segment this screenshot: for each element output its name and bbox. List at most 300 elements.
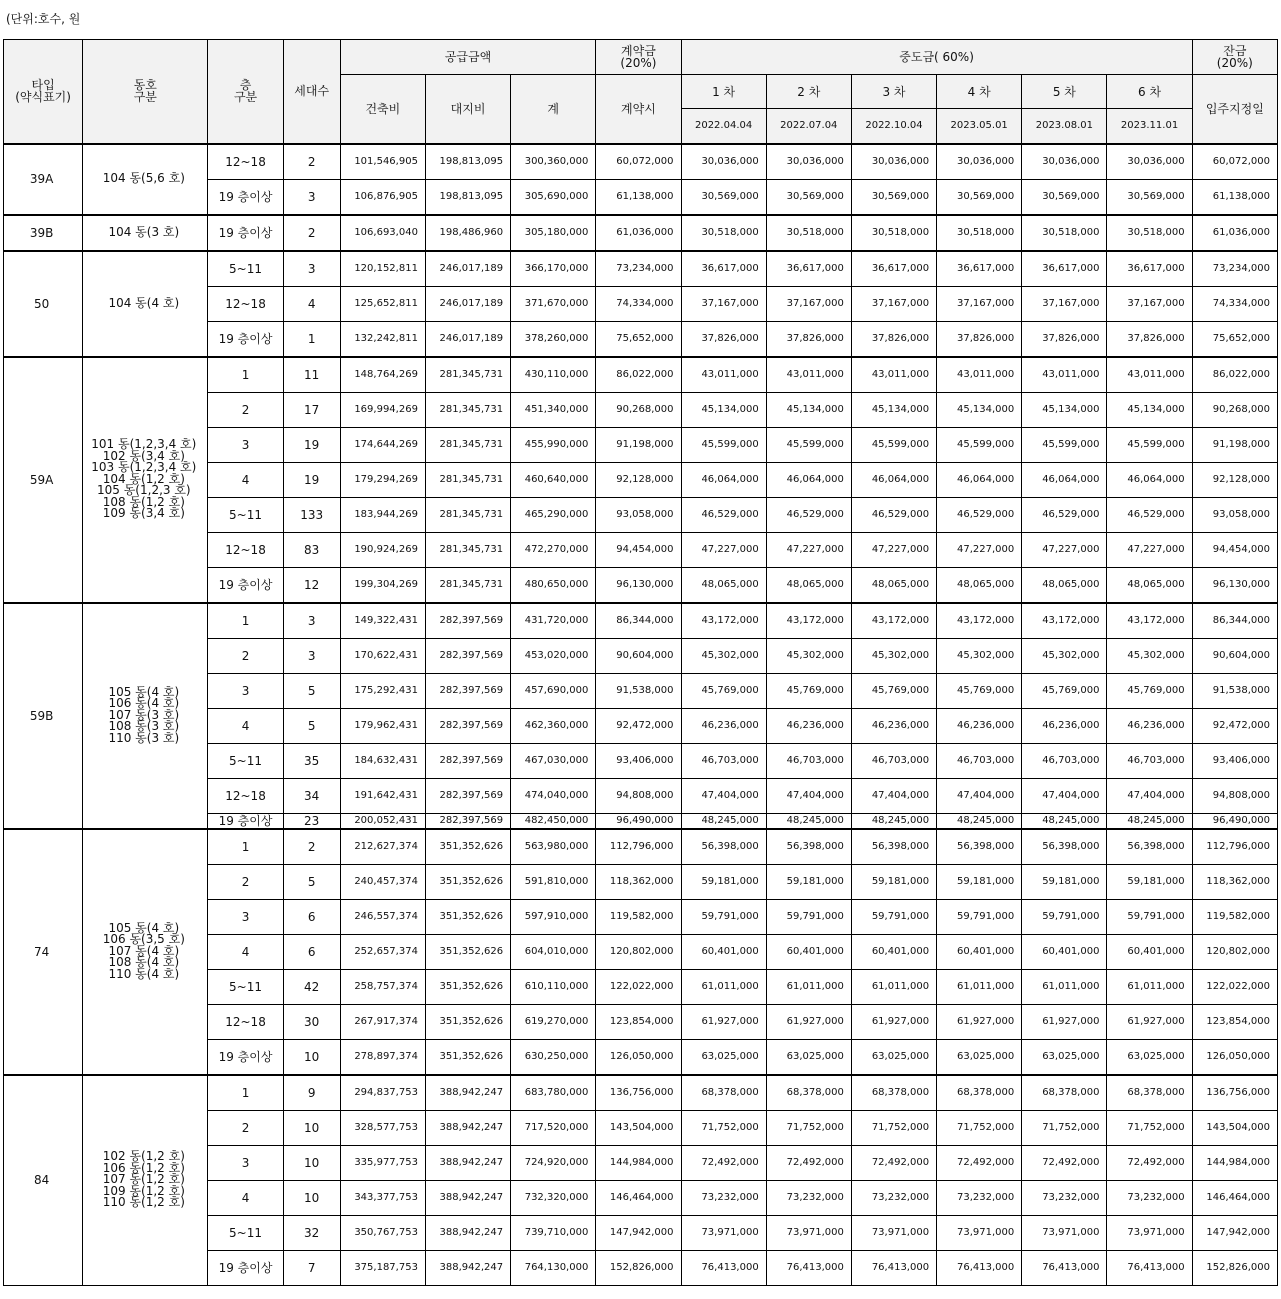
total-cell: 378,260,000 (511, 321, 596, 357)
installment-4-cell: 72,492,000 (937, 1145, 1022, 1180)
total-cell: 630,250,000 (511, 1039, 596, 1075)
floor-cell: 2 (208, 392, 283, 427)
installment-2-cell: 45,302,000 (766, 638, 851, 673)
installment-2-cell: 73,232,000 (766, 1180, 851, 1215)
dong-ho-cell: 105 동(4 호) 106 동(3,5 호) 107 동(4 호) 108 동(4 호) 110 동(4 호) (83, 829, 208, 1075)
total-cell: 472,270,000 (511, 532, 596, 567)
balance-cell: 90,604,000 (1192, 638, 1277, 673)
households-cell: 23 (283, 813, 340, 829)
installment-5-cell: 46,529,000 (1022, 497, 1107, 532)
installment-1-cell: 63,025,000 (681, 1039, 766, 1075)
table-row (4, 603, 1278, 639)
installment-3-cell: 59,181,000 (851, 864, 936, 899)
installment-6-cell: 46,236,000 (1107, 708, 1192, 743)
installment-3-cell: 59,791,000 (851, 899, 936, 934)
total-cell: 453,020,000 (511, 638, 596, 673)
households-cell: 5 (283, 708, 340, 743)
unit-type-cell: 39B (4, 215, 83, 251)
land-cost-cell: 351,352,626 (425, 969, 510, 1004)
installment-5-cell: 59,181,000 (1022, 864, 1107, 899)
floor-cell: 12~18 (208, 532, 283, 567)
unit-type-cell: 39A (4, 144, 83, 215)
installment-4-cell: 46,236,000 (937, 708, 1022, 743)
floor-cell: 12~18 (208, 778, 283, 813)
balance-cell: 144,984,000 (1192, 1145, 1277, 1180)
installment-1-cell: 73,971,000 (681, 1215, 766, 1250)
construction-cost-cell: 199,304,269 (340, 567, 425, 603)
balance-cell: 92,472,000 (1192, 708, 1277, 743)
installment-5-cell: 46,236,000 (1022, 708, 1107, 743)
land-cost-cell: 351,352,626 (425, 899, 510, 934)
deposit-cell: 143,504,000 (596, 1110, 681, 1145)
balance-cell: 112,796,000 (1192, 829, 1277, 865)
households-cell: 10 (283, 1180, 340, 1215)
total-cell: 460,640,000 (511, 462, 596, 497)
installment-4-cell: 30,518,000 (937, 215, 1022, 251)
total-cell: 480,650,000 (511, 567, 596, 603)
header-installment-1: 1 차 (681, 75, 766, 109)
header-deposit: 계약금 (20%) (596, 40, 681, 75)
installment-5-cell: 30,518,000 (1022, 215, 1107, 251)
total-cell: 305,180,000 (511, 215, 596, 251)
installment-2-cell: 47,227,000 (766, 532, 851, 567)
installment-4-cell: 61,927,000 (937, 1004, 1022, 1039)
land-cost-cell: 281,345,731 (425, 567, 510, 603)
households-cell: 35 (283, 743, 340, 778)
construction-cost-cell: 343,377,753 (340, 1180, 425, 1215)
header-date-3: 2022.10.04 (851, 109, 936, 144)
households-cell: 3 (283, 638, 340, 673)
floor-cell: 3 (208, 427, 283, 462)
installment-6-cell: 73,971,000 (1107, 1215, 1192, 1250)
header-date-6: 2023.11.01 (1107, 109, 1192, 144)
households-cell: 3 (283, 603, 340, 639)
installment-2-cell: 30,569,000 (766, 179, 851, 215)
installment-4-cell: 45,302,000 (937, 638, 1022, 673)
total-cell: 764,130,000 (511, 1250, 596, 1285)
balance-cell: 96,130,000 (1192, 567, 1277, 603)
installment-5-cell: 68,378,000 (1022, 1075, 1107, 1111)
header-balance: 잔금 (20%) (1192, 40, 1277, 75)
installment-6-cell: 30,569,000 (1107, 179, 1192, 215)
deposit-cell: 96,130,000 (596, 567, 681, 603)
header-date-2: 2022.07.04 (766, 109, 851, 144)
households-cell: 11 (283, 357, 340, 393)
households-cell: 2 (283, 144, 340, 180)
installment-3-cell: 43,172,000 (851, 603, 936, 639)
installment-1-cell: 45,134,000 (681, 392, 766, 427)
installment-3-cell: 30,569,000 (851, 179, 936, 215)
floor-cell: 5~11 (208, 743, 283, 778)
installment-5-cell: 46,703,000 (1022, 743, 1107, 778)
deposit-cell: 136,756,000 (596, 1075, 681, 1111)
construction-cost-cell: 190,924,269 (340, 532, 425, 567)
installment-5-cell: 48,065,000 (1022, 567, 1107, 603)
table-row (4, 829, 1278, 865)
installment-1-cell: 59,181,000 (681, 864, 766, 899)
deposit-cell: 126,050,000 (596, 1039, 681, 1075)
households-cell: 1 (283, 321, 340, 357)
installment-3-cell: 37,167,000 (851, 286, 936, 321)
land-cost-cell: 246,017,189 (425, 321, 510, 357)
balance-cell: 146,464,000 (1192, 1180, 1277, 1215)
deposit-cell: 73,234,000 (596, 251, 681, 287)
balance-cell: 90,268,000 (1192, 392, 1277, 427)
floor-cell: 1 (208, 1075, 283, 1111)
balance-cell: 94,808,000 (1192, 778, 1277, 813)
construction-cost-cell: 174,644,269 (340, 427, 425, 462)
installment-4-cell: 37,167,000 (937, 286, 1022, 321)
construction-cost-cell: 149,322,431 (340, 603, 425, 639)
total-cell: 597,910,000 (511, 899, 596, 934)
installment-6-cell: 36,617,000 (1107, 251, 1192, 287)
floor-cell: 5~11 (208, 497, 283, 532)
installment-4-cell: 76,413,000 (937, 1250, 1022, 1285)
land-cost-cell: 281,345,731 (425, 462, 510, 497)
floor-cell: 5~11 (208, 1215, 283, 1250)
land-cost-cell: 351,352,626 (425, 934, 510, 969)
installment-4-cell: 46,703,000 (937, 743, 1022, 778)
installment-6-cell: 45,302,000 (1107, 638, 1192, 673)
header-installment-4: 4 차 (937, 75, 1022, 109)
installment-3-cell: 30,518,000 (851, 215, 936, 251)
installment-5-cell: 45,134,000 (1022, 392, 1107, 427)
construction-cost-cell: 278,897,374 (340, 1039, 425, 1075)
installment-1-cell: 48,245,000 (681, 813, 766, 829)
deposit-cell: 92,472,000 (596, 708, 681, 743)
land-cost-cell: 281,345,731 (425, 497, 510, 532)
deposit-cell: 146,464,000 (596, 1180, 681, 1215)
total-cell: 739,710,000 (511, 1215, 596, 1250)
construction-cost-cell: 212,627,374 (340, 829, 425, 865)
deposit-cell: 75,652,000 (596, 321, 681, 357)
installment-2-cell: 48,245,000 (766, 813, 851, 829)
deposit-cell: 61,138,000 (596, 179, 681, 215)
installment-3-cell: 45,302,000 (851, 638, 936, 673)
households-cell: 34 (283, 778, 340, 813)
deposit-cell: 92,128,000 (596, 462, 681, 497)
total-cell: 465,290,000 (511, 497, 596, 532)
installment-3-cell: 45,769,000 (851, 673, 936, 708)
installment-5-cell: 47,404,000 (1022, 778, 1107, 813)
balance-cell: 96,490,000 (1192, 813, 1277, 829)
installment-3-cell: 47,404,000 (851, 778, 936, 813)
households-cell: 83 (283, 532, 340, 567)
households-cell: 6 (283, 899, 340, 934)
installment-3-cell: 56,398,000 (851, 829, 936, 865)
installment-4-cell: 61,011,000 (937, 969, 1022, 1004)
installment-1-cell: 73,232,000 (681, 1180, 766, 1215)
header-deposit-when: 계약시 (596, 75, 681, 144)
floor-cell: 2 (208, 864, 283, 899)
installment-2-cell: 46,236,000 (766, 708, 851, 743)
construction-cost-cell: 258,757,374 (340, 969, 425, 1004)
land-cost-cell: 282,397,569 (425, 638, 510, 673)
installment-1-cell: 36,617,000 (681, 251, 766, 287)
households-cell: 10 (283, 1039, 340, 1075)
deposit-cell: 93,406,000 (596, 743, 681, 778)
balance-cell: 61,036,000 (1192, 215, 1277, 251)
installment-5-cell: 43,172,000 (1022, 603, 1107, 639)
dong-ho-cell: 104 동(3 호) (83, 215, 208, 251)
header-floor: 층 구분 (208, 40, 283, 144)
balance-cell: 93,058,000 (1192, 497, 1277, 532)
households-cell: 6 (283, 934, 340, 969)
land-cost-cell: 282,397,569 (425, 603, 510, 639)
installment-1-cell: 45,769,000 (681, 673, 766, 708)
balance-cell: 123,854,000 (1192, 1004, 1277, 1039)
installment-1-cell: 68,378,000 (681, 1075, 766, 1111)
installment-2-cell: 48,065,000 (766, 567, 851, 603)
land-cost-cell: 388,942,247 (425, 1110, 510, 1145)
floor-cell: 4 (208, 1180, 283, 1215)
installment-6-cell: 47,404,000 (1107, 778, 1192, 813)
installment-1-cell: 45,302,000 (681, 638, 766, 673)
households-cell: 10 (283, 1145, 340, 1180)
installment-1-cell: 72,492,000 (681, 1145, 766, 1180)
total-cell: 431,720,000 (511, 603, 596, 639)
construction-cost-cell: 184,632,431 (340, 743, 425, 778)
installment-5-cell: 30,036,000 (1022, 144, 1107, 180)
unit-note: (단위:호수, 원 (6, 12, 81, 26)
installment-2-cell: 68,378,000 (766, 1075, 851, 1111)
installment-4-cell: 73,232,000 (937, 1180, 1022, 1215)
installment-2-cell: 60,401,000 (766, 934, 851, 969)
unit-type-cell: 59A (4, 357, 83, 603)
floor-cell: 19 층이상 (208, 813, 283, 829)
floor-cell: 12~18 (208, 144, 283, 180)
total-cell: 591,810,000 (511, 864, 596, 899)
installment-2-cell: 30,518,000 (766, 215, 851, 251)
installment-5-cell: 45,302,000 (1022, 638, 1107, 673)
installment-3-cell: 73,971,000 (851, 1215, 936, 1250)
header-construction: 건축비 (340, 75, 425, 144)
installment-1-cell: 46,703,000 (681, 743, 766, 778)
total-cell: 455,990,000 (511, 427, 596, 462)
table-body (4, 144, 1278, 1286)
floor-cell: 4 (208, 462, 283, 497)
installment-1-cell: 47,227,000 (681, 532, 766, 567)
header-installment-6: 6 차 (1107, 75, 1192, 109)
land-cost-cell: 388,942,247 (425, 1215, 510, 1250)
installment-1-cell: 61,011,000 (681, 969, 766, 1004)
total-cell: 610,110,000 (511, 969, 596, 1004)
floor-cell: 19 층이상 (208, 1250, 283, 1285)
table-row (4, 357, 1278, 393)
households-cell: 7 (283, 1250, 340, 1285)
floor-cell: 12~18 (208, 286, 283, 321)
installment-2-cell: 76,413,000 (766, 1250, 851, 1285)
installment-3-cell: 43,011,000 (851, 357, 936, 393)
header-supply: 공급금액 (340, 40, 596, 75)
installment-6-cell: 48,065,000 (1107, 567, 1192, 603)
installment-6-cell: 30,518,000 (1107, 215, 1192, 251)
installment-2-cell: 46,529,000 (766, 497, 851, 532)
deposit-cell: 93,058,000 (596, 497, 681, 532)
installment-2-cell: 45,599,000 (766, 427, 851, 462)
construction-cost-cell: 106,876,905 (340, 179, 425, 215)
installment-1-cell: 37,167,000 (681, 286, 766, 321)
construction-cost-cell: 191,642,431 (340, 778, 425, 813)
installment-6-cell: 45,599,000 (1107, 427, 1192, 462)
installment-2-cell: 61,927,000 (766, 1004, 851, 1039)
dong-ho-cell: 102 동(1,2 호) 106 동(1,2 호) 107 동(1,2 호) 109 동(1,2 호) 110 동(1,2 호) (83, 1075, 208, 1286)
deposit-cell: 91,538,000 (596, 673, 681, 708)
installment-4-cell: 63,025,000 (937, 1039, 1022, 1075)
construction-cost-cell: 170,622,431 (340, 638, 425, 673)
balance-cell: 92,128,000 (1192, 462, 1277, 497)
installment-1-cell: 43,011,000 (681, 357, 766, 393)
installment-1-cell: 46,236,000 (681, 708, 766, 743)
installment-6-cell: 76,413,000 (1107, 1250, 1192, 1285)
construction-cost-cell: 106,693,040 (340, 215, 425, 251)
installment-6-cell: 68,378,000 (1107, 1075, 1192, 1111)
installment-3-cell: 72,492,000 (851, 1145, 936, 1180)
balance-cell: 118,362,000 (1192, 864, 1277, 899)
land-cost-cell: 246,017,189 (425, 251, 510, 287)
households-cell: 19 (283, 462, 340, 497)
installment-2-cell: 30,036,000 (766, 144, 851, 180)
installment-6-cell: 61,927,000 (1107, 1004, 1192, 1039)
installment-2-cell: 61,011,000 (766, 969, 851, 1004)
installment-3-cell: 37,826,000 (851, 321, 936, 357)
deposit-cell: 86,022,000 (596, 357, 681, 393)
total-cell: 366,170,000 (511, 251, 596, 287)
installment-1-cell: 47,404,000 (681, 778, 766, 813)
floor-cell: 19 층이상 (208, 567, 283, 603)
construction-cost-cell: 375,187,753 (340, 1250, 425, 1285)
installment-6-cell: 37,167,000 (1107, 286, 1192, 321)
floor-cell: 19 층이상 (208, 321, 283, 357)
deposit-cell: 61,036,000 (596, 215, 681, 251)
balance-cell: 86,344,000 (1192, 603, 1277, 639)
construction-cost-cell: 335,977,753 (340, 1145, 425, 1180)
households-cell: 3 (283, 251, 340, 287)
installment-6-cell: 46,529,000 (1107, 497, 1192, 532)
installment-3-cell: 46,064,000 (851, 462, 936, 497)
land-cost-cell: 282,397,569 (425, 708, 510, 743)
installment-1-cell: 30,518,000 (681, 215, 766, 251)
table-row (4, 144, 1278, 180)
total-cell: 430,110,000 (511, 357, 596, 393)
floor-cell: 1 (208, 357, 283, 393)
installment-6-cell: 45,769,000 (1107, 673, 1192, 708)
land-cost-cell: 351,352,626 (425, 829, 510, 865)
total-cell: 457,690,000 (511, 673, 596, 708)
construction-cost-cell: 267,917,374 (340, 1004, 425, 1039)
installment-6-cell: 63,025,000 (1107, 1039, 1192, 1075)
installment-6-cell: 30,036,000 (1107, 144, 1192, 180)
installment-5-cell: 45,769,000 (1022, 673, 1107, 708)
land-cost-cell: 282,397,569 (425, 673, 510, 708)
land-cost-cell: 281,345,731 (425, 357, 510, 393)
balance-cell: 147,942,000 (1192, 1215, 1277, 1250)
households-cell: 32 (283, 1215, 340, 1250)
installment-6-cell: 71,752,000 (1107, 1110, 1192, 1145)
total-cell: 371,670,000 (511, 286, 596, 321)
installment-4-cell: 46,529,000 (937, 497, 1022, 532)
installment-5-cell: 36,617,000 (1022, 251, 1107, 287)
installment-3-cell: 36,617,000 (851, 251, 936, 287)
balance-cell: 126,050,000 (1192, 1039, 1277, 1075)
installment-1-cell: 76,413,000 (681, 1250, 766, 1285)
installment-3-cell: 45,599,000 (851, 427, 936, 462)
installment-5-cell: 30,569,000 (1022, 179, 1107, 215)
installment-4-cell: 48,245,000 (937, 813, 1022, 829)
installment-5-cell: 61,927,000 (1022, 1004, 1107, 1039)
header-installment-5: 5 차 (1022, 75, 1107, 109)
installment-4-cell: 59,791,000 (937, 899, 1022, 934)
dong-ho-cell: 105 동(4 호) 106 동(4 호) 107 동(3 호) 108 동(3 호) 110 동(3 호) (83, 603, 208, 829)
deposit-cell: 152,826,000 (596, 1250, 681, 1285)
installment-4-cell: 46,064,000 (937, 462, 1022, 497)
installment-2-cell: 45,769,000 (766, 673, 851, 708)
header-installment-2: 2 차 (766, 75, 851, 109)
installment-6-cell: 43,172,000 (1107, 603, 1192, 639)
installment-2-cell: 56,398,000 (766, 829, 851, 865)
installment-5-cell: 48,245,000 (1022, 813, 1107, 829)
installment-4-cell: 56,398,000 (937, 829, 1022, 865)
deposit-cell: 118,362,000 (596, 864, 681, 899)
installment-4-cell: 43,011,000 (937, 357, 1022, 393)
installment-4-cell: 37,826,000 (937, 321, 1022, 357)
installment-5-cell: 60,401,000 (1022, 934, 1107, 969)
balance-cell: 143,504,000 (1192, 1110, 1277, 1145)
unit-type-cell: 74 (4, 829, 83, 1075)
households-cell: 42 (283, 969, 340, 1004)
total-cell: 604,010,000 (511, 934, 596, 969)
deposit-cell: 123,854,000 (596, 1004, 681, 1039)
installment-1-cell: 46,529,000 (681, 497, 766, 532)
floor-cell: 3 (208, 899, 283, 934)
total-cell: 683,780,000 (511, 1075, 596, 1111)
header-balance-when: 입주지정일 (1192, 75, 1277, 144)
installment-1-cell: 30,036,000 (681, 144, 766, 180)
installment-2-cell: 47,404,000 (766, 778, 851, 813)
installment-5-cell: 73,232,000 (1022, 1180, 1107, 1215)
installment-5-cell: 56,398,000 (1022, 829, 1107, 865)
households-cell: 17 (283, 392, 340, 427)
dong-ho-cell: 104 동(5,6 호) (83, 144, 208, 215)
total-cell: 724,920,000 (511, 1145, 596, 1180)
floor-cell: 12~18 (208, 1004, 283, 1039)
deposit-cell: 91,198,000 (596, 427, 681, 462)
households-cell: 9 (283, 1075, 340, 1111)
construction-cost-cell: 328,577,753 (340, 1110, 425, 1145)
construction-cost-cell: 132,242,811 (340, 321, 425, 357)
balance-cell: 136,756,000 (1192, 1075, 1277, 1111)
households-cell: 5 (283, 673, 340, 708)
unit-type-cell: 59B (4, 603, 83, 829)
installment-2-cell: 46,703,000 (766, 743, 851, 778)
construction-cost-cell: 246,557,374 (340, 899, 425, 934)
installment-6-cell: 61,011,000 (1107, 969, 1192, 1004)
balance-cell: 91,538,000 (1192, 673, 1277, 708)
balance-cell: 94,454,000 (1192, 532, 1277, 567)
installment-5-cell: 37,826,000 (1022, 321, 1107, 357)
land-cost-cell: 281,345,731 (425, 427, 510, 462)
deposit-cell: 94,454,000 (596, 532, 681, 567)
total-cell: 732,320,000 (511, 1180, 596, 1215)
installment-4-cell: 43,172,000 (937, 603, 1022, 639)
installment-6-cell: 37,826,000 (1107, 321, 1192, 357)
installment-3-cell: 60,401,000 (851, 934, 936, 969)
installment-6-cell: 48,245,000 (1107, 813, 1192, 829)
land-cost-cell: 388,942,247 (425, 1250, 510, 1285)
installment-4-cell: 45,769,000 (937, 673, 1022, 708)
deposit-cell: 94,808,000 (596, 778, 681, 813)
deposit-cell: 144,984,000 (596, 1145, 681, 1180)
